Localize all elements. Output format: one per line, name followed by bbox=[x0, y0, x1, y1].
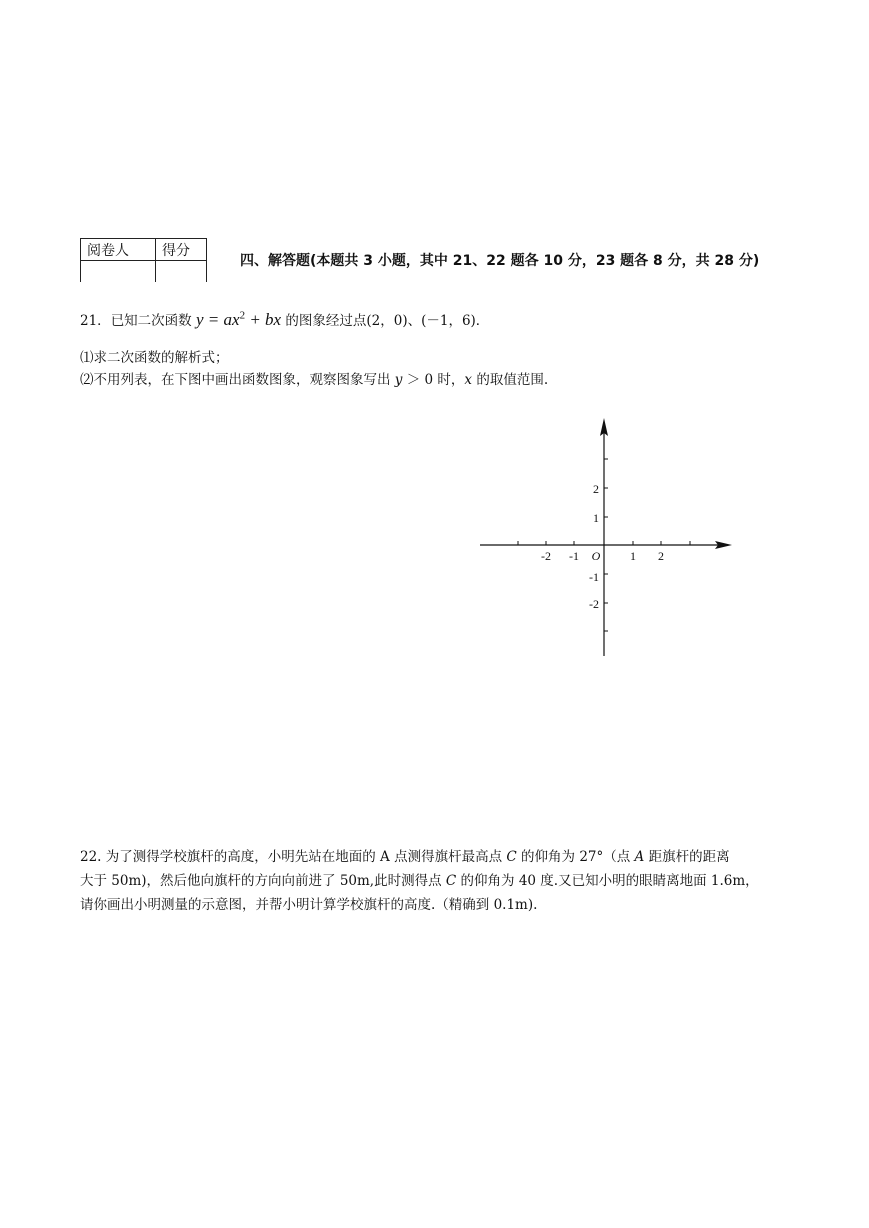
q22-text: 的仰角为 27°（点 bbox=[516, 849, 635, 865]
y-tick-label: -2 bbox=[589, 597, 599, 611]
x-tick-label: -1 bbox=[569, 549, 579, 563]
formula-rest: + bx bbox=[245, 310, 282, 329]
q21-formula bbox=[196, 310, 281, 329]
q21-part2 bbox=[80, 368, 548, 388]
origin-label: O bbox=[591, 549, 601, 563]
grader-table bbox=[80, 238, 207, 282]
q22-point-a: A bbox=[634, 849, 645, 865]
part2-text-c: 的取值范围. bbox=[472, 372, 549, 388]
y-tick-label: 1 bbox=[593, 511, 599, 525]
y-tick-label: 2 bbox=[593, 482, 599, 496]
x-tick-label: 1 bbox=[630, 549, 636, 563]
coordinate-axes bbox=[470, 410, 750, 665]
formula-exponent: 2 bbox=[239, 309, 246, 322]
reviewer-cell[interactable] bbox=[81, 261, 156, 283]
formula-eq: = ax bbox=[203, 310, 240, 329]
q22-line3: 请你画出小明测量的示意图，并帮小明计算学校旗杆的高度.（精确到 0.1m). bbox=[80, 897, 538, 913]
q22-text: 22. 为了测得学校旗杆的高度，小明先站在地面的 A 点测得旗杆最高点 bbox=[80, 849, 507, 865]
q22-point-c: C bbox=[445, 873, 457, 889]
q22-text: 距旗杆的距离 bbox=[644, 849, 730, 865]
part2-text-b: ＞ 0 时， bbox=[402, 372, 465, 388]
q21-number: 21． bbox=[80, 313, 111, 329]
formula-y: y bbox=[195, 310, 204, 329]
q21-after: 的图象经过点(2，0)、(－1，6)． bbox=[281, 313, 490, 329]
q22-point-c: C bbox=[506, 849, 517, 865]
y-tick-label: -1 bbox=[589, 570, 599, 584]
q22-text: 大于 50m)，然后他向旗杆的方向向前进了 50m,此时测得点 bbox=[80, 873, 446, 889]
score-cell[interactable] bbox=[156, 261, 207, 283]
part2-text-a: ⑵不用列表，在下图中画出函数图象，观察图象写出 bbox=[80, 372, 395, 388]
q21-stem bbox=[80, 309, 489, 330]
part2-y: y bbox=[394, 372, 403, 388]
q22-text: 的仰角为 40 度.又已知小明的眼睛离地面 1.6m， bbox=[456, 873, 759, 889]
section-title: 四、解答题(本题共 3 小题，其中 21、22 题各 10 分，23 题各 8 分，共 28 分) bbox=[240, 253, 760, 269]
q22-line1 bbox=[80, 845, 730, 865]
q21-intro: 已知二次函数 bbox=[110, 313, 196, 329]
q21-part1: ⑴求二次函数的解析式； bbox=[80, 350, 229, 366]
reviewer-label: 阅卷人 bbox=[81, 239, 156, 261]
x-tick-label: 2 bbox=[658, 549, 664, 563]
score-label: 得分 bbox=[156, 239, 207, 261]
part2-x: x bbox=[464, 372, 473, 388]
x-tick-label: -2 bbox=[541, 549, 551, 563]
q22-line2 bbox=[80, 869, 759, 889]
